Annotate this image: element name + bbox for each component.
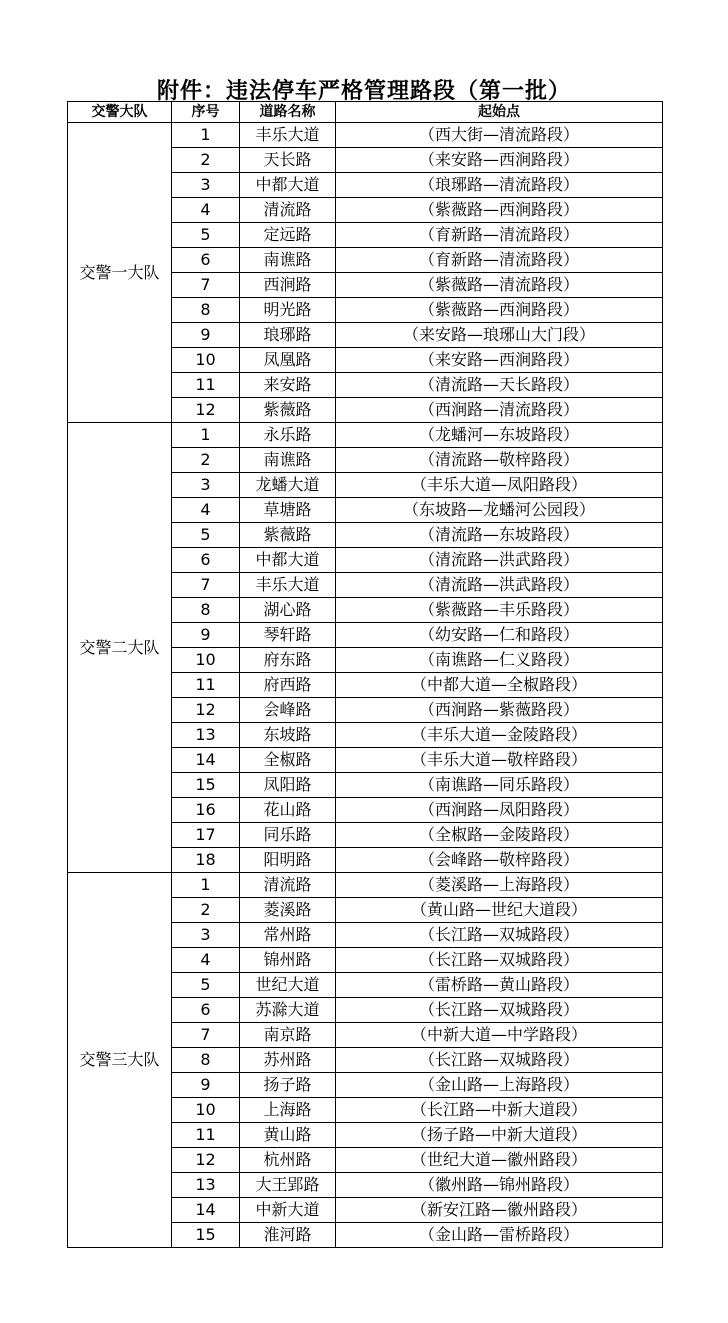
range-cell: （长江路—双城路段） bbox=[336, 923, 663, 948]
road-name-cell: 东坡路 bbox=[240, 723, 336, 748]
range-cell: （西大街—清流路段） bbox=[336, 123, 663, 148]
road-name-cell: 清流路 bbox=[240, 198, 336, 223]
index-cell: 16 bbox=[172, 798, 240, 823]
range-cell: （琅琊路—清流路段） bbox=[336, 173, 663, 198]
road-name-cell: 黄山路 bbox=[240, 1123, 336, 1148]
index-cell: 17 bbox=[172, 823, 240, 848]
road-name-cell: 苏滁大道 bbox=[240, 998, 336, 1023]
index-cell: 14 bbox=[172, 1198, 240, 1223]
range-cell: （丰乐大道—凤阳路段） bbox=[336, 473, 663, 498]
range-cell: （来安路—西涧路段） bbox=[336, 148, 663, 173]
road-name-cell: 淮河路 bbox=[240, 1223, 336, 1248]
road-table bbox=[67, 101, 663, 1248]
range-cell: （长江路—双城路段） bbox=[336, 998, 663, 1023]
road-name-cell: 会峰路 bbox=[240, 698, 336, 723]
range-cell: （清流路—敬梓路段） bbox=[336, 448, 663, 473]
index-cell: 6 bbox=[172, 998, 240, 1023]
range-cell: （会峰路—敬梓路段） bbox=[336, 848, 663, 873]
range-cell: （清流路—东坡路段） bbox=[336, 523, 663, 548]
range-cell: （清流路—洪武路段） bbox=[336, 573, 663, 598]
road-name-cell: 杭州路 bbox=[240, 1148, 336, 1173]
index-cell: 11 bbox=[172, 1123, 240, 1148]
road-name-cell: 湖心路 bbox=[240, 598, 336, 623]
range-cell: （世纪大道—徽州路段） bbox=[336, 1148, 663, 1173]
range-cell: （幼安路—仁和路段） bbox=[336, 623, 663, 648]
road-name-cell: 来安路 bbox=[240, 373, 336, 398]
index-cell: 15 bbox=[172, 773, 240, 798]
table-row bbox=[68, 873, 663, 898]
index-cell: 13 bbox=[172, 723, 240, 748]
index-cell: 1 bbox=[172, 123, 240, 148]
road-name-cell: 中都大道 bbox=[240, 548, 336, 573]
index-cell: 13 bbox=[172, 1173, 240, 1198]
road-name-cell: 上海路 bbox=[240, 1098, 336, 1123]
index-cell: 3 bbox=[172, 473, 240, 498]
index-cell: 10 bbox=[172, 648, 240, 673]
range-cell: （雷桥路—黄山路段） bbox=[336, 973, 663, 998]
table-header-row bbox=[68, 102, 663, 123]
index-cell: 2 bbox=[172, 148, 240, 173]
index-cell: 12 bbox=[172, 1148, 240, 1173]
road-name-cell: 中都大道 bbox=[240, 173, 336, 198]
road-name-cell: 扬子路 bbox=[240, 1073, 336, 1098]
road-name-cell: 同乐路 bbox=[240, 823, 336, 848]
header-road-name: 道路名称 bbox=[240, 102, 336, 123]
road-name-cell: 紫薇路 bbox=[240, 523, 336, 548]
road-name-cell: 天长路 bbox=[240, 148, 336, 173]
road-name-cell: 清流路 bbox=[240, 873, 336, 898]
road-name-cell: 定远路 bbox=[240, 223, 336, 248]
road-name-cell: 琅琊路 bbox=[240, 323, 336, 348]
index-cell: 11 bbox=[172, 673, 240, 698]
road-name-cell: 丰乐大道 bbox=[240, 573, 336, 598]
range-cell: （西涧路—凤阳路段） bbox=[336, 798, 663, 823]
range-cell: （紫薇路—清流路段） bbox=[336, 273, 663, 298]
range-cell: （长江路—双城路段） bbox=[336, 1048, 663, 1073]
road-name-cell: 全椒路 bbox=[240, 748, 336, 773]
index-cell: 2 bbox=[172, 898, 240, 923]
range-cell: （新安江路—徽州路段） bbox=[336, 1198, 663, 1223]
index-cell: 8 bbox=[172, 1048, 240, 1073]
road-name-cell: 大王郢路 bbox=[240, 1173, 336, 1198]
road-name-cell: 南谯路 bbox=[240, 248, 336, 273]
index-cell: 2 bbox=[172, 448, 240, 473]
road-name-cell: 常州路 bbox=[240, 923, 336, 948]
index-cell: 10 bbox=[172, 1098, 240, 1123]
road-name-cell: 南谯路 bbox=[240, 448, 336, 473]
index-cell: 12 bbox=[172, 698, 240, 723]
range-cell: （黄山路—世纪大道段） bbox=[336, 898, 663, 923]
road-name-cell: 永乐路 bbox=[240, 423, 336, 448]
range-cell: （紫薇路—西涧路段） bbox=[336, 198, 663, 223]
page-title: 附件：违法停车严格管理路段（第一批） bbox=[156, 79, 571, 104]
index-cell: 3 bbox=[172, 173, 240, 198]
index-cell: 7 bbox=[172, 573, 240, 598]
road-name-cell: 府西路 bbox=[240, 673, 336, 698]
header-range: 起始点 bbox=[336, 102, 663, 123]
index-cell: 5 bbox=[172, 523, 240, 548]
index-cell: 7 bbox=[172, 273, 240, 298]
range-cell: （南谯路—仁义路段） bbox=[336, 648, 663, 673]
range-cell: （育新路—清流路段） bbox=[336, 248, 663, 273]
index-cell: 9 bbox=[172, 1073, 240, 1098]
index-cell: 8 bbox=[172, 298, 240, 323]
team-cell: 交警二大队 bbox=[68, 423, 172, 873]
index-cell: 5 bbox=[172, 223, 240, 248]
road-name-cell: 凤阳路 bbox=[240, 773, 336, 798]
road-name-cell: 紫薇路 bbox=[240, 398, 336, 423]
index-cell: 4 bbox=[172, 498, 240, 523]
index-cell: 4 bbox=[172, 948, 240, 973]
road-name-cell: 龙蟠大道 bbox=[240, 473, 336, 498]
road-name-cell: 中新大道 bbox=[240, 1198, 336, 1223]
range-cell: （育新路—清流路段） bbox=[336, 223, 663, 248]
header-team: 交警大队 bbox=[68, 102, 172, 123]
road-name-cell: 花山路 bbox=[240, 798, 336, 823]
index-cell: 5 bbox=[172, 973, 240, 998]
range-cell: （紫薇路—丰乐路段） bbox=[336, 598, 663, 623]
range-cell: （丰乐大道—金陵路段） bbox=[336, 723, 663, 748]
range-cell: （清流路—天长路段） bbox=[336, 373, 663, 398]
range-cell: （紫薇路—西涧路段） bbox=[336, 298, 663, 323]
range-cell: （菱溪路—上海路段） bbox=[336, 873, 663, 898]
range-cell: （来安路—琅琊山大门段） bbox=[336, 323, 663, 348]
range-cell: （长江路—中新大道段） bbox=[336, 1098, 663, 1123]
road-name-cell: 凤凰路 bbox=[240, 348, 336, 373]
range-cell: （南谯路—同乐路段） bbox=[336, 773, 663, 798]
range-cell: （龙蟠河—东坡路段） bbox=[336, 423, 663, 448]
range-cell: （丰乐大道—敬梓路段） bbox=[336, 748, 663, 773]
road-name-cell: 草塘路 bbox=[240, 498, 336, 523]
index-cell: 11 bbox=[172, 373, 240, 398]
range-cell: （金山路—上海路段） bbox=[336, 1073, 663, 1098]
road-name-cell: 苏州路 bbox=[240, 1048, 336, 1073]
team-cell: 交警三大队 bbox=[68, 873, 172, 1248]
road-name-cell: 菱溪路 bbox=[240, 898, 336, 923]
range-cell: （扬子路—中新大道段） bbox=[336, 1123, 663, 1148]
index-cell: 3 bbox=[172, 923, 240, 948]
road-name-cell: 南京路 bbox=[240, 1023, 336, 1048]
index-cell: 6 bbox=[172, 248, 240, 273]
range-cell: （东坡路—龙蟠河公园段） bbox=[336, 498, 663, 523]
road-name-cell: 阳明路 bbox=[240, 848, 336, 873]
range-cell: （全椒路—金陵路段） bbox=[336, 823, 663, 848]
team-cell: 交警一大队 bbox=[68, 123, 172, 423]
range-cell: （徽州路—锦州路段） bbox=[336, 1173, 663, 1198]
road-name-cell: 府东路 bbox=[240, 648, 336, 673]
index-cell: 6 bbox=[172, 548, 240, 573]
range-cell: （西涧路—紫薇路段） bbox=[336, 698, 663, 723]
range-cell: （金山路—雷桥路段） bbox=[336, 1223, 663, 1248]
road-name-cell: 西涧路 bbox=[240, 273, 336, 298]
range-cell: （中都大道—全椒路段） bbox=[336, 673, 663, 698]
road-name-cell: 世纪大道 bbox=[240, 973, 336, 998]
range-cell: （长江路—双城路段） bbox=[336, 948, 663, 973]
road-name-cell: 丰乐大道 bbox=[240, 123, 336, 148]
index-cell: 18 bbox=[172, 848, 240, 873]
index-cell: 12 bbox=[172, 398, 240, 423]
index-cell: 8 bbox=[172, 598, 240, 623]
road-name-cell: 锦州路 bbox=[240, 948, 336, 973]
range-cell: （来安路—西涧路段） bbox=[336, 348, 663, 373]
index-cell: 10 bbox=[172, 348, 240, 373]
index-cell: 4 bbox=[172, 198, 240, 223]
range-cell: （西涧路—清流路段） bbox=[336, 398, 663, 423]
index-cell: 1 bbox=[172, 423, 240, 448]
index-cell: 9 bbox=[172, 623, 240, 648]
index-cell: 1 bbox=[172, 873, 240, 898]
range-cell: （清流路—洪武路段） bbox=[336, 548, 663, 573]
range-cell: （中新大道—中学路段） bbox=[336, 1023, 663, 1048]
road-name-cell: 明光路 bbox=[240, 298, 336, 323]
table-row bbox=[68, 123, 663, 148]
header-index: 序号 bbox=[172, 102, 240, 123]
road-name-cell: 琴轩路 bbox=[240, 623, 336, 648]
index-cell: 14 bbox=[172, 748, 240, 773]
index-cell: 9 bbox=[172, 323, 240, 348]
index-cell: 15 bbox=[172, 1223, 240, 1248]
index-cell: 7 bbox=[172, 1023, 240, 1048]
table-row bbox=[68, 423, 663, 448]
